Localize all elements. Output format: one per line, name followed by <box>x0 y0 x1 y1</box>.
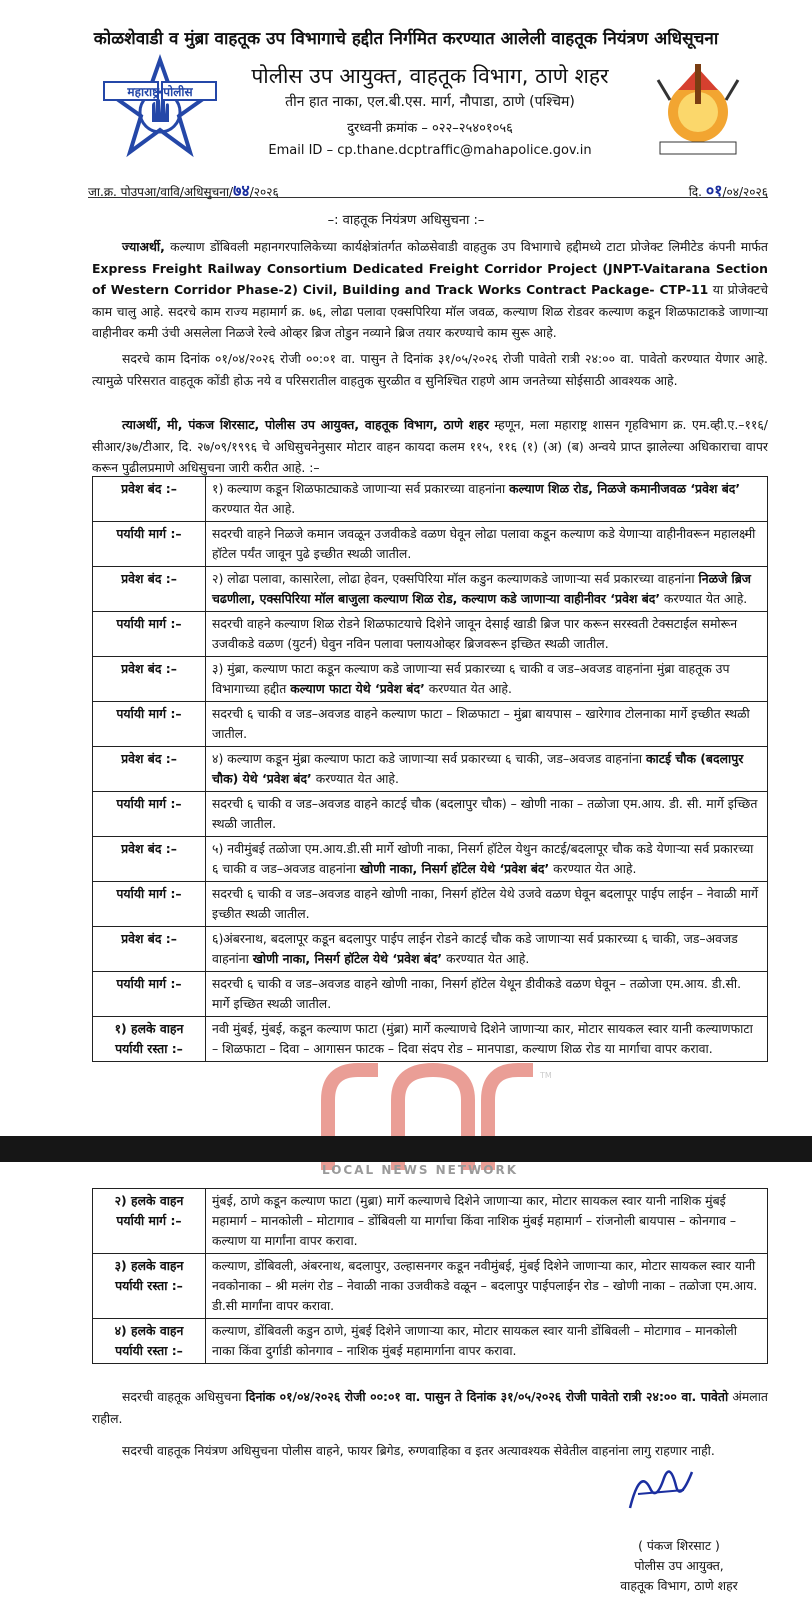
row-text-part: करण्यात येत आहे. <box>212 501 296 516</box>
row-text-part: कल्याण, डोंबिवली, अंबरनाथ, बदलापुर, उल्हासनगर कडून नवीमुंबई, मुंबई दिशेने जाणाऱ्या कार, मोटार सायकल स्वार यानी नवकोनाका – श्री मलंग रोड – नेवाळी नाका उजवीकडे वळून – बदलापुर पाईपलाईन रोड – खोणी नाका – तळोजा एम.आय. डी.सी मार्गांना वापर करावा. <box>212 1258 758 1313</box>
table-row <box>93 522 768 567</box>
row-label: पर्यायी मार्ग :– <box>93 792 206 837</box>
row-emphasis: खोणी नाका, निसर्ग हॉटेल येथे ‘प्रवेश बंद’ <box>252 951 443 966</box>
restrictions-table <box>92 476 768 1062</box>
row-emphasis: कल्याण शिळ रोड, निळजे कमानीजवळ ‘प्रवेश बंद’ <box>509 481 741 496</box>
handwritten-signature <box>620 1458 700 1518</box>
para4-lead: सदरची वाहतूक अधिसुचना <box>122 1389 246 1404</box>
row-label: प्रवेश बंद :– <box>93 927 206 972</box>
row-label: प्रवेश बंद :– <box>93 657 206 702</box>
row-text <box>206 477 768 522</box>
office-address: तीन हात नाका, एल.बी.एस. मार्ग, नौपाडा, ठाणे (पश्चिम) <box>285 94 575 110</box>
row-label: ३) हलके वाहन पर्यायी रस्ता :– <box>93 1254 206 1319</box>
row-label: प्रवेश बंद :– <box>93 747 206 792</box>
row-label: पर्यायी मार्ग :– <box>93 882 206 927</box>
row-text-part: करण्यात येत आहे. <box>549 861 637 876</box>
row-text-part: ६)अंबरनाथ, बदलापूर कडून बदलापुर पाईप लाईन रोडने काटई चौक कडे जाणाऱ्या सर्व प्रकारच्या ६ चाकी, जड–अवजड वाहनांना <box>212 931 738 966</box>
row-text-part: करण्यात येत आहे. <box>442 951 530 966</box>
row-text <box>206 882 768 927</box>
row-label: ४) हलके वाहन पर्यायी रस्ता :– <box>93 1319 206 1364</box>
row-text <box>206 1189 768 1254</box>
table-row <box>93 972 768 1017</box>
para3-lead: त्याअर्थी, मी, पंकज शिरसाट, पोलीस उप आयुक्त, वाहतूक विभाग, ठाणे शहर <box>122 417 489 432</box>
row-text-part: सदरची ६ चाकी व जड–अवजड वाहने कल्याण फाटा – शिळफाटा – मुंब्रा बायपास – खारेगाव टोलनाका मार्गे इच्छीत स्थळी जातील. <box>212 706 750 741</box>
local-news-network-watermark <box>318 1060 552 1180</box>
row-text-part: सदरची ६ चाकी व जड–अवजड वाहने खोणी नाका, निसर्ग हॉटेल येथून डीवीकडे वळण घेवून – तळोजा एम.आय. डी.सी. मार्गे इच्छित स्थळी जातील. <box>212 976 742 1011</box>
row-text <box>206 567 768 612</box>
office-title: पोलीस उप आयुक्त, वाहतूक विभाग, ठाणे शहर <box>251 64 609 88</box>
row-text <box>206 747 768 792</box>
para1-lead: ज्याअर्थी, <box>122 239 165 254</box>
row-text <box>206 1319 768 1364</box>
table-row <box>93 477 768 522</box>
row-text <box>206 657 768 702</box>
ref-year: /२०२६ <box>249 185 279 199</box>
table-row <box>93 702 768 747</box>
para1-tail: या प्रोजेक्टचे काम चालु आहे. सदरचे काम राज्य महामार्ग क्र. ७६, लोढा पलावा एक्सपिरिया मॉल जवळ, कल्याण शिळ रोडवर कल्याण कडून शिळफाटाकडे जाणाऱ्या वाहीनीवर कमी उंची असलेला निळजे रेल्वे ओव्हर ब्रिज तोडुन नव्याने ब्रिज तयार करण्याचे काम सुरू आहे. <box>92 282 769 340</box>
header-divider <box>88 197 768 198</box>
light-vehicle-table <box>92 1188 768 1364</box>
table-row <box>93 1189 768 1254</box>
row-text-part: ५) नवीमुंबई तळोजा एम.आय.डी.सी मार्गे खोणी नाका, निसर्ग हॉटेल येथुन काटई/बदलापूर चौक कडे येणाऱ्या सर्व प्रकारच्या ६ चाकी व जड–अवजड वाहनांना <box>212 841 754 876</box>
row-text <box>206 522 768 567</box>
row-text <box>206 837 768 882</box>
table-row <box>93 882 768 927</box>
row-label: पर्यायी मार्ग :– <box>93 702 206 747</box>
para2-text: सदरचे काम दिनांक ०१/०४/२०२६ रोजी ००:०१ वा. पासुन ते दिनांक ३१/०५/२०२६ रोजी पावेतो रात्री २४:०० वा. पावेतो करण्यात येणार आहे. त्यामुळे परिसरात वाहतूक कोंडी होऊ नये व परिसरातील वाहतुक सुरळीत व सुनिश्चित राहणे आम जनतेच्या सोईसाठी आवश्यक आहे. <box>92 351 768 388</box>
row-text-part: सदरची ६ चाकी व जड–अवजड वाहने खोणी नाका, निसर्ग हॉटेल येथे उजवे वळण घेवून बदलापूर पाईप लाईन – नेवाळी मार्गे इच्छीत स्थळी जातील. <box>212 886 758 921</box>
date-day-handwritten: ०१ <box>705 181 723 200</box>
logo-text: महाराष्ट्र पोलीस <box>127 85 193 99</box>
table-row <box>93 1319 768 1364</box>
row-label: पर्यायी मार्ग :– <box>93 522 206 567</box>
signatory-dept: वाहतूक विभाग, ठाणे शहर <box>620 1578 738 1593</box>
paragraph-whereas <box>92 236 768 344</box>
row-text <box>206 792 768 837</box>
row-label: प्रवेश बंद :– <box>93 837 206 882</box>
row-text <box>206 702 768 747</box>
row-label: प्रवेश बंद :– <box>93 477 206 522</box>
row-text <box>206 927 768 972</box>
notice-headline: कोळशेवाडी व मुंब्रा वाहतूक उप विभागाचे हद्दीत निर्गमित करण्यात आलेली वाहतूक नियंत्रण अधिसूचना <box>93 29 719 49</box>
table-row <box>93 1254 768 1319</box>
table-row <box>93 1017 768 1062</box>
signatory-name: ( पंकज शिरसाट ) <box>638 1538 720 1553</box>
watermark-tm: TM <box>540 1071 552 1080</box>
table-row <box>93 612 768 657</box>
para4-tail: अंमलात राहील. <box>92 1389 768 1426</box>
row-text-part: सदरची ६ चाकी व जड–अवजड वाहने काटई चौक (बदलापुर चौक) – खोणी नाका – तळोजा एम.आय. डी. सी. मार्गे इच्छित स्थळी जातील. <box>212 796 758 831</box>
row-label: प्रवेश बंद :– <box>93 567 206 612</box>
row-text <box>206 972 768 1017</box>
para3-text: म्हणून, मला महाराष्ट्र शासन गृहविभाग क्र. एम.व्ही.ए.–११६/सीआर/३७/टीआर, दि. २७/०९/१९९६ चे अधिसुचनेनुसार मोटार वाहन कायदा कलम ११५, ११६ (१) (अ) (ब) अन्वये प्राप्त झालेल्या अधिकाराचा वापर करून पुढीलप्रमाणे अधिसुचना जारी करीत आहे. :– <box>92 417 768 475</box>
row-text-part: सदरची वाहने निळजे कमान जवळून उजवीकडे वळण घेवून लोढा पलावा कडून कल्याण कडे येणाऱ्या वाहीनीवरून महालक्ष्मी हॉटेल पर्यंत जावून पुढे इच्छीत स्थळी जातील. <box>212 526 756 561</box>
table-row <box>93 792 768 837</box>
notification-title: –: वाहतूक नियंत्रण अधिसुचना :– <box>327 213 485 228</box>
date-prefix: दि. <box>688 185 702 199</box>
paragraph-order <box>92 414 768 479</box>
table-row <box>93 837 768 882</box>
row-text-part: कल्याण, डोंबिवली कडुन ठाणे, मुंबई दिशेने जाणाऱ्या कार, मोटार सायकल स्वार यानी डोंबिवली – मोटागाव – मानकोली नाका किंवा दुर्गाडी कोनगाव – नाशिक मुंबई महामार्गाना वापर करावा. <box>212 1323 737 1358</box>
row-text-part: करण्यात येत आहे. <box>660 591 748 606</box>
para4-bold: दिनांक ०१/०४/२०२६ रोजी ००:०१ वा. पासुन ते दिनांक ३१/०५/२०२६ रोजी पावेतो रात्री २४:०० वा. पावेतो <box>245 1389 729 1404</box>
row-emphasis: खोणी नाका, निसर्ग हॉटेल येथे ‘प्रवेश बंद’ <box>359 861 550 876</box>
centenary-emblem <box>648 60 748 160</box>
table-row <box>93 657 768 702</box>
office-email: Email ID – cp.thane.dcptraffic@mahapolice.gov.in <box>268 143 592 158</box>
table-row <box>93 927 768 972</box>
watermark-text: LOCAL NEWS NETWORK <box>322 1163 519 1177</box>
ref-number-handwritten: ७४ <box>233 181 250 200</box>
para1-text: कल्याण डोंबिवली महानगरपालिकेच्या कार्यक्षेत्रांतर्गत कोळसेवाडी वाहतुक उप विभागाचे हद्दीमध्ये टाटा प्रोजेक्ट लिमीटेड कंपनी मार्फत <box>164 239 768 254</box>
table-row <box>93 567 768 612</box>
row-text-part: करण्यात येत आहे. <box>311 771 399 786</box>
row-label: पर्यायी मार्ग :– <box>93 972 206 1017</box>
scan-gap-band <box>0 1136 812 1162</box>
paragraph-effective <box>92 1386 768 1429</box>
row-label: पर्यायी मार्ग :– <box>93 612 206 657</box>
signature-block <box>604 1536 754 1596</box>
para5-text: सदरची वाहतूक नियंत्रण अधिसुचना पोलीस वाहने, फायर ब्रिगेड, रुग्णवाहिका व इतर अत्यावश्यक सेवेतील वाहनांना लागु राहणार नाही. <box>122 1443 715 1458</box>
row-emphasis: निळजे ब्रिज चढणीला, एक्सपिरिया मॉल बाजुला कल्याण शिळ रोड, कल्याण कडे जाणाऱ्या वाहीनीवर ‘प्रवेश बंद’ <box>212 571 752 606</box>
row-text-part: करण्यात येत आहे. <box>424 681 512 696</box>
row-emphasis: काटई चौक (बदलापुर चौक) येथे ‘प्रवेश बंद’ <box>212 751 744 786</box>
table-row <box>93 747 768 792</box>
row-text-part: १) कल्याण कडून शिळफाट्याकडे जाणाऱ्या सर्व प्रकारच्या वाहनांना <box>212 481 510 496</box>
row-emphasis: कल्याण फाटा येथे ‘प्रवेश बंद’ <box>290 681 425 696</box>
office-phone: दुरध्वनी क्रमांक – ०२२–२५४०१०५६ <box>347 121 513 136</box>
row-text-part: २) लोढा पलावा, कासारेला, लोढा हेवन, एक्सपिरिया मॉल कडुन कल्याणकडे जाणाऱ्या सर्व प्रकारच्या वाहनांना <box>212 571 699 586</box>
row-text-part: सदरची वाहने कल्याण शिळ रोडने शिळफाटयाचे दिशेने जावून देसाई खाडी ब्रिज पार करून सरस्वती टेक्सटाईल समोरून उजवीकडे वळण (युटर्न) घेवुन नविन पलावा फ्लायओव्हर ब्रिजवरून इच्छित स्थळी जातील. <box>212 616 738 651</box>
row-text-part: ३) मुंब्रा, कल्याण फाटा कडून कल्याण कडे जाणाऱ्या सर्व प्रकारच्या ६ चाकी व जड–अवजड वाहनांना मुंब्रा वाहतूक उप विभागाच्या हद्दीत <box>212 661 730 696</box>
ref-prefix: जा.क्र. पोउपआ/वावि/अधिसुचना/ <box>88 185 234 199</box>
project-name: Express Freight Railway Consortium Dedicated Freight Corridor Project (JNPT-Vaitarana Section of Western Corridor Phase-2) Civil, Building and Track Works Contract Package- CTP-11 <box>92 260 768 297</box>
maharashtra-police-logo <box>100 56 220 166</box>
row-text <box>206 612 768 657</box>
row-text-part: ४) कल्याण कडून मुंब्रा कल्याण फाटा कडे जाणाऱ्या सर्व प्रकारच्या ६ चाकी, जड–अवजड वाहनांना <box>212 751 646 766</box>
row-label: २) हलके वाहन पर्यायी मार्ग :– <box>93 1189 206 1254</box>
row-label: १) हलके वाहन पर्यायी रस्ता :– <box>93 1017 206 1062</box>
date-rest: /०४/२०२६ <box>722 185 768 199</box>
row-text-part: नवी मुंबई, मुंबई, कडून कल्याण फाटा (मुंब्रा) मार्गे कल्याणचे दिशेने जाणाऱ्या कार, मोटार सायकल स्वार यानी कल्याणफाटा – शिळफाटा – दिवा – आगासन फाटक – दिवा संदप रोड – मानपाडा, कल्याण शिळ रोड या मार्गाचा वापर करावा. <box>212 1021 753 1056</box>
row-text <box>206 1017 768 1062</box>
row-text <box>206 1254 768 1319</box>
row-text-part: मुंबई, ठाणे कडून कल्याण फाटा (मुब्रा) मार्गे कल्याणचे दिशेने जाणाऱ्या कार, मोटार सायकल स्वार यानी नाशिक मुंबई महामार्ग – मानकोली – मोटागाव – डोंबिवली या मार्गाचा किंवा नाशिक मुंबई महामार्ग – रांजनोली बायपास – कोनगाव – कल्याण या मार्गांना वापर करावा. <box>212 1193 737 1248</box>
paragraph-duration <box>92 348 768 391</box>
signatory-designation: पोलीस उप आयुक्त, <box>634 1558 724 1573</box>
